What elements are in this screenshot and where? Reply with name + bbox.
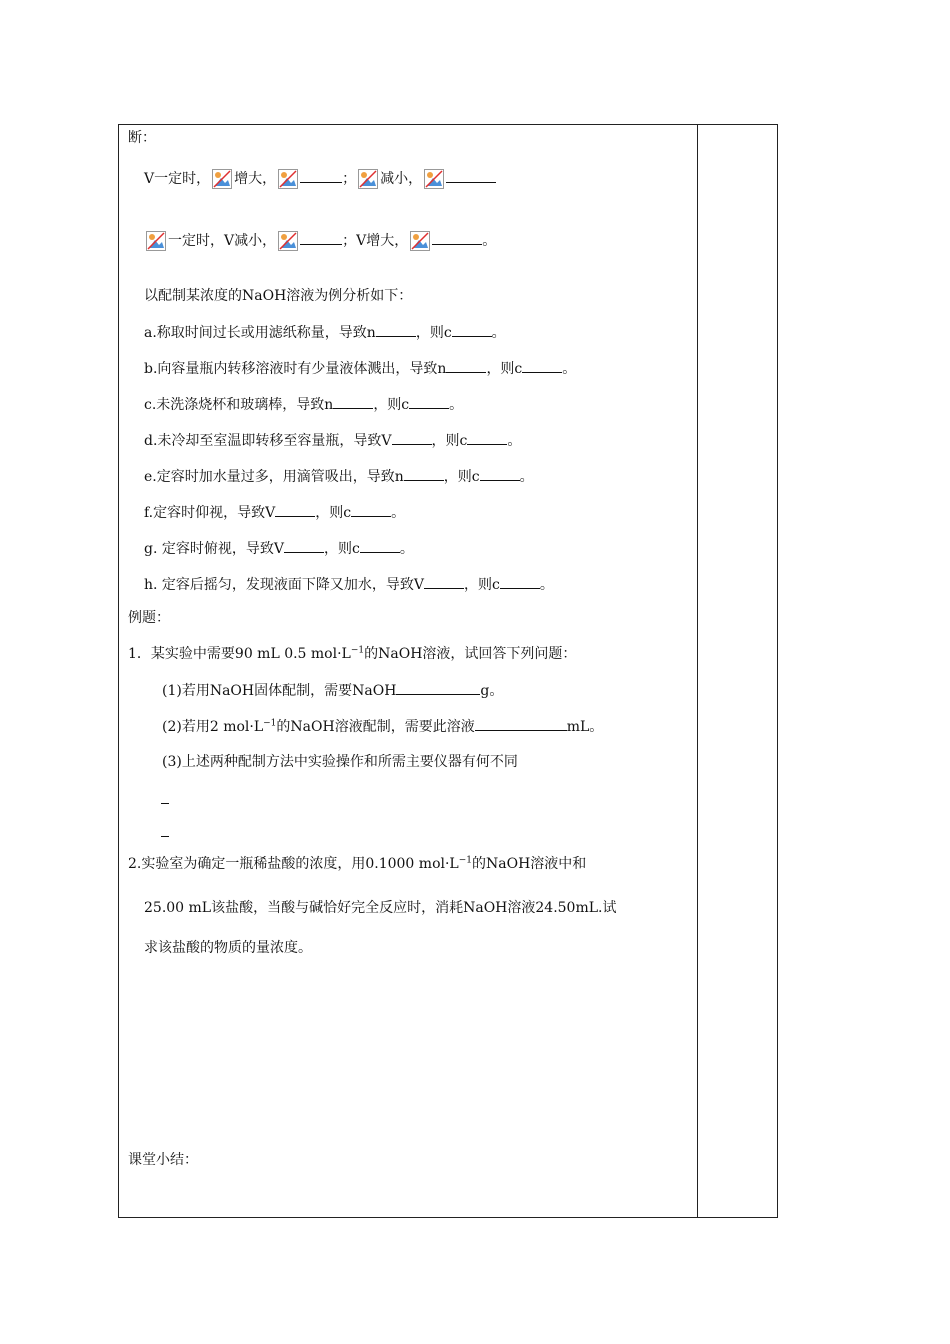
analysis-item bbox=[144, 502, 405, 523]
formula-image-icon bbox=[146, 231, 166, 251]
text: d.未冷却至室温即转移至容量瓶，导致V bbox=[144, 433, 392, 449]
formula-image-icon bbox=[278, 169, 298, 189]
answer-blank[interactable] bbox=[500, 574, 540, 589]
text: 。 bbox=[399, 541, 414, 557]
answer-blank[interactable] bbox=[284, 538, 324, 553]
formula-image-icon bbox=[278, 231, 298, 251]
question-2-line-2: 25.00 mL该盐酸，当酸与碱恰好完全反应时，消耗NaOH溶液24.50mL.试 bbox=[144, 900, 617, 916]
summary-label: 课堂小结： bbox=[128, 1152, 198, 1168]
text: e.定容时加水量过多，用滴管吸出，导致n bbox=[144, 469, 404, 485]
line-v-constant bbox=[144, 168, 496, 189]
line-n-constant bbox=[144, 230, 496, 251]
text: a.称取时间过长或用滤纸称量，导致n bbox=[144, 325, 376, 341]
text: g. 定容时俯视，导致V bbox=[144, 541, 284, 557]
text: f.定容时仰视，导致V bbox=[144, 505, 276, 521]
superscript: −1 bbox=[458, 855, 473, 866]
question-2-line-3: 求该盐酸的物质的量浓度。 bbox=[144, 940, 312, 956]
text: 。 bbox=[507, 433, 522, 449]
superscript: −1 bbox=[350, 645, 365, 656]
text: 的NaOH溶液，试回答下列问题： bbox=[364, 646, 577, 662]
text: ，则c bbox=[373, 397, 410, 413]
analysis-item bbox=[144, 394, 463, 415]
answer-blank[interactable] bbox=[300, 230, 342, 245]
text: 2.实验室为确定一瓶稀盐酸的浓度，用0.1000 mol·L bbox=[128, 856, 459, 872]
answer-blank[interactable] bbox=[275, 502, 315, 517]
text: 增大， bbox=[234, 171, 277, 187]
answer-blank[interactable] bbox=[424, 574, 464, 589]
answer-blank[interactable] bbox=[300, 168, 342, 183]
column-divider bbox=[697, 124, 698, 1218]
analysis-item bbox=[144, 538, 414, 559]
answer-blank[interactable] bbox=[409, 394, 449, 409]
text: ，则c bbox=[415, 325, 452, 341]
text: ；V增大， bbox=[342, 233, 409, 249]
example-label: 例题： bbox=[128, 610, 170, 626]
formula-image-icon bbox=[410, 231, 430, 251]
answer-blank[interactable] bbox=[452, 322, 492, 337]
formula-image-icon bbox=[358, 169, 378, 189]
question-2-line-1 bbox=[128, 854, 586, 874]
answer-dash bbox=[161, 803, 169, 804]
text: V一定时， bbox=[144, 171, 211, 187]
text: (2)若用2 mol·L bbox=[162, 719, 264, 735]
answer-blank[interactable] bbox=[475, 716, 567, 731]
answer-blank[interactable] bbox=[522, 358, 562, 373]
text: c.未洗涤烧杯和玻璃棒，导致n bbox=[144, 397, 334, 413]
text: 。 bbox=[391, 505, 406, 521]
text: 的NaOH溶液配制，需要此溶液 bbox=[276, 719, 475, 735]
text: ，则c bbox=[486, 361, 523, 377]
text: 。 bbox=[562, 361, 577, 377]
text: 1．某实验中需要90 mL 0.5 mol·L bbox=[128, 646, 351, 662]
analysis-item bbox=[144, 358, 576, 379]
analysis-item bbox=[144, 322, 506, 343]
answer-blank[interactable] bbox=[392, 430, 432, 445]
text: ，则c bbox=[443, 469, 480, 485]
line-duan: 断： bbox=[128, 130, 156, 146]
answer-blank[interactable] bbox=[446, 358, 486, 373]
text: h. 定容后摇匀，发现液面下降又加水，导致V bbox=[144, 577, 425, 593]
text: ； bbox=[342, 171, 357, 187]
text: 。 bbox=[449, 397, 464, 413]
answer-blank[interactable] bbox=[360, 538, 400, 553]
text: 。 bbox=[539, 577, 554, 593]
text: mL。 bbox=[566, 719, 604, 735]
answer-blank[interactable] bbox=[404, 466, 444, 481]
question-1-part-2 bbox=[162, 716, 603, 737]
answer-blank[interactable] bbox=[432, 230, 482, 245]
text: 。 bbox=[491, 325, 506, 341]
superscript: −1 bbox=[263, 718, 277, 729]
formula-image-icon bbox=[424, 169, 444, 189]
answer-blank[interactable] bbox=[446, 168, 496, 183]
question-1 bbox=[128, 644, 576, 664]
text: ，则c bbox=[431, 433, 468, 449]
answer-blank[interactable] bbox=[467, 430, 507, 445]
text: 。 bbox=[482, 233, 497, 249]
answer-blank[interactable] bbox=[333, 394, 373, 409]
analysis-item bbox=[144, 466, 534, 487]
question-1-part-1 bbox=[162, 680, 503, 701]
analysis-item bbox=[144, 574, 554, 595]
text: 一定时，V减小， bbox=[168, 233, 277, 249]
text: 。 bbox=[519, 469, 534, 485]
answer-blank[interactable] bbox=[480, 466, 520, 481]
text: ，则c bbox=[464, 577, 500, 593]
text: ，则c bbox=[323, 541, 360, 557]
text: ，则c bbox=[315, 505, 352, 521]
intro-line: 以配制某浓度的NaOH溶液为例分析如下： bbox=[144, 288, 413, 304]
question-1-part-3: (3)上述两种配制方法中实验操作和所需主要仪器有何不同 bbox=[162, 754, 518, 770]
text: (1)若用NaOH固体配制，需要NaOH bbox=[162, 683, 397, 699]
formula-image-icon bbox=[212, 169, 232, 189]
text: 减小， bbox=[380, 171, 423, 187]
answer-blank[interactable] bbox=[396, 680, 480, 695]
answer-blank[interactable] bbox=[376, 322, 416, 337]
answer-dash bbox=[161, 836, 169, 837]
text: b.向容量瓶内转移溶液时有少量液体溅出，导致n bbox=[144, 361, 447, 377]
text: 的NaOH溶液中和 bbox=[472, 856, 587, 872]
answer-blank[interactable] bbox=[351, 502, 391, 517]
text: g。 bbox=[480, 683, 504, 699]
analysis-item bbox=[144, 430, 521, 451]
